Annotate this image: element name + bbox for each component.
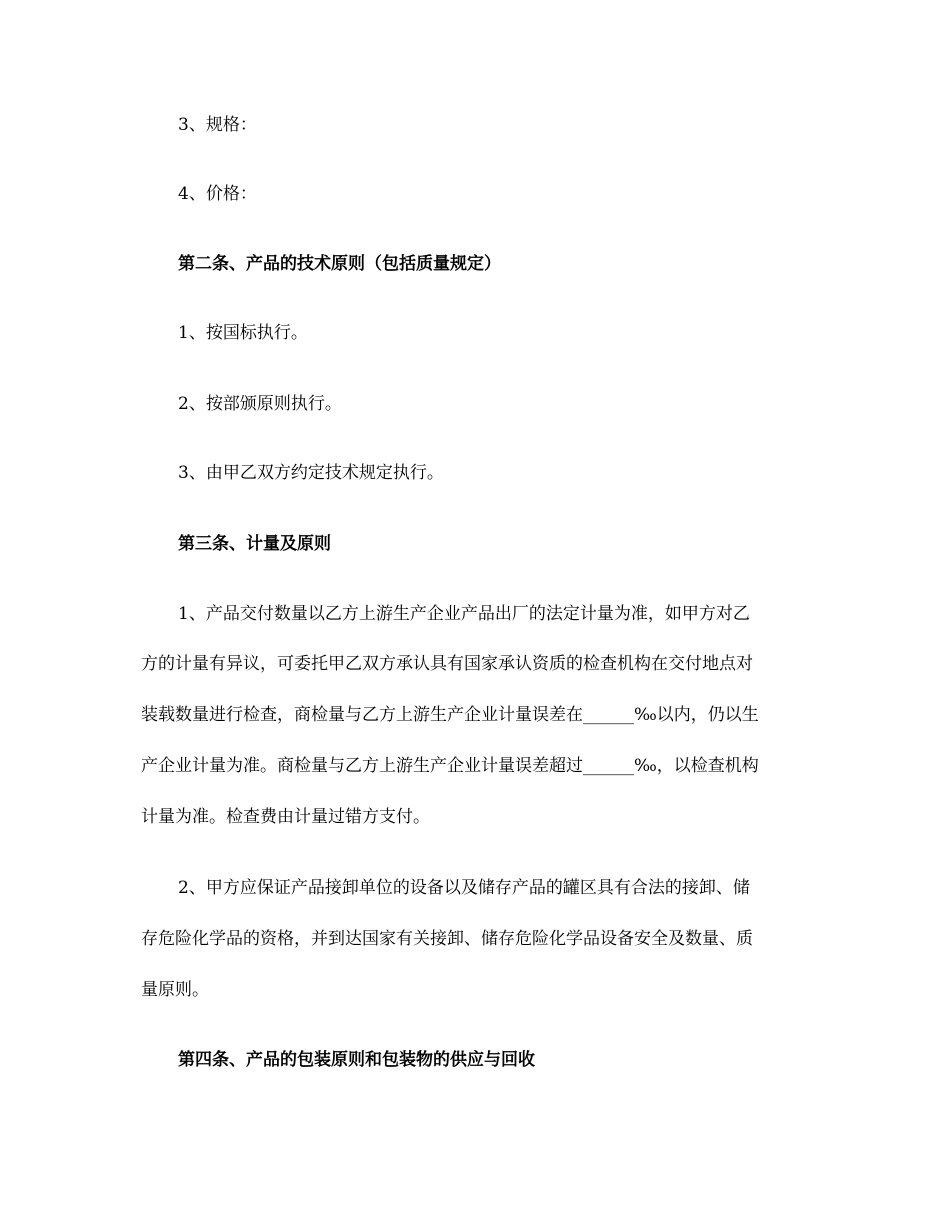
section3-para1-line-4: 产企业计量为准。商检量与乙方上游生产企业计量误差超过______‰，以检查机构 — [141, 756, 759, 776]
section4-heading: 第四条、产品的包装原则和包装物的供应与回收 — [178, 1050, 535, 1070]
section3-heading: 第三条、计量及原则 — [178, 534, 331, 554]
section3-para1-line-2: 方的计量有异议，可委托甲乙双方承认具有国家承认资质的检查机构在交付地点对 — [141, 654, 753, 674]
section3-para1-line-1: 1、产品交付数量以乙方上游生产企业产品出厂的法定计量为准，如甲方对乙 — [178, 604, 750, 624]
section3-para1-line-5: 计量为准。检查费由计量过错方支付。 — [141, 807, 430, 827]
section3-para2-line-2: 存危险化学品的资格，并到达国家有关接卸、储存危险化学品设备安全及数量、质 — [141, 929, 753, 949]
price-item: 4、价格： — [178, 184, 257, 204]
section2-item-3: 3、由甲乙双方约定技术规定执行。 — [178, 463, 444, 483]
section3-para2-line-3: 量原则。 — [141, 980, 209, 1000]
section3-para1-line-3: 装载数量进行检查，商检量与乙方上游生产企业计量误差在______‰以内，仍以生 — [141, 705, 759, 725]
section3-para2-line-1: 2、甲方应保证产品接卸单位的设备以及储存产品的罐区具有合法的接卸、储 — [178, 878, 750, 898]
spec-item: 3、规格： — [178, 115, 257, 135]
section2-item-2: 2、按部颁原则执行。 — [178, 394, 342, 414]
section2-item-1: 1、按国标执行。 — [178, 323, 308, 343]
section2-heading: 第二条、产品的技术原则（包括质量规定） — [178, 254, 501, 274]
